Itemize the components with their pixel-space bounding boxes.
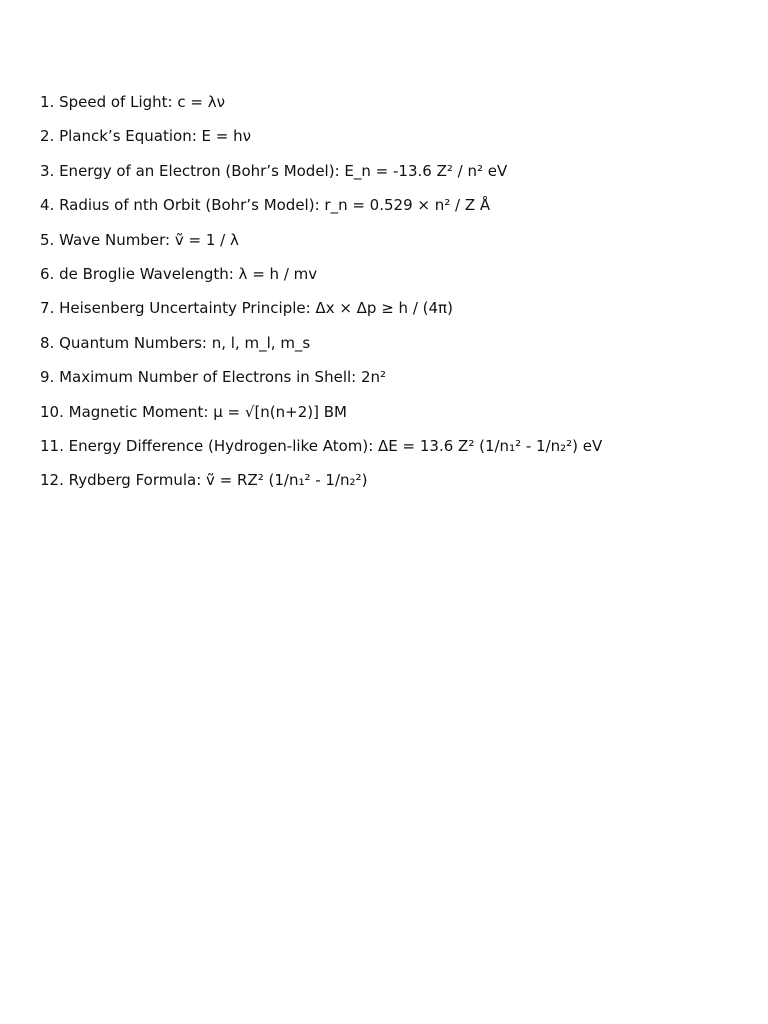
formula-line-max-electrons: 9. Maximum Number of Electrons in Shell: 2n² bbox=[40, 368, 387, 387]
formula-line-wave-number: 5. Wave Number: ṽ = 1 / λ bbox=[40, 230, 239, 249]
formula-line-speed-of-light: 1. Speed of Light: c = λν bbox=[40, 93, 225, 111]
formula-line-plancks-equation: 2. Planck’s Equation: E = hν bbox=[40, 127, 251, 146]
formula-line-heisenberg: 7. Heisenberg Uncertainty Principle: Δx × Δp ≥ h / (4π) bbox=[40, 299, 453, 318]
formula-line-energy-difference: 11. Energy Difference (Hydrogen-like Atom): ΔE = 13.6 Z² (1/n₁² - 1/n₂²) eV bbox=[40, 436, 603, 455]
formula-line-de-broglie: 6. de Broglie Wavelength: λ = h / mv bbox=[40, 264, 318, 283]
formula-line-orbit-radius: 4. Radius of nth Orbit (Bohr’s Model): r_n = 0.529 × n² / Z Å bbox=[40, 196, 491, 215]
formula-line-magnetic-moment: 10. Magnetic Moment: μ = √[n(n+2)] BM bbox=[40, 402, 347, 421]
formula-line-electron-energy: 3. Energy of an Electron (Bohr’s Model): E_n = -13.6 Z² / n² eV bbox=[40, 161, 508, 180]
formula-list bbox=[40, 92, 740, 505]
formula-line-rydberg: 12. Rydberg Formula: ṽ = RZ² (1/n₁² - 1/n₂²) bbox=[40, 471, 368, 490]
formula-line-quantum-numbers: 8. Quantum Numbers: n, l, m_l, m_s bbox=[40, 333, 311, 352]
